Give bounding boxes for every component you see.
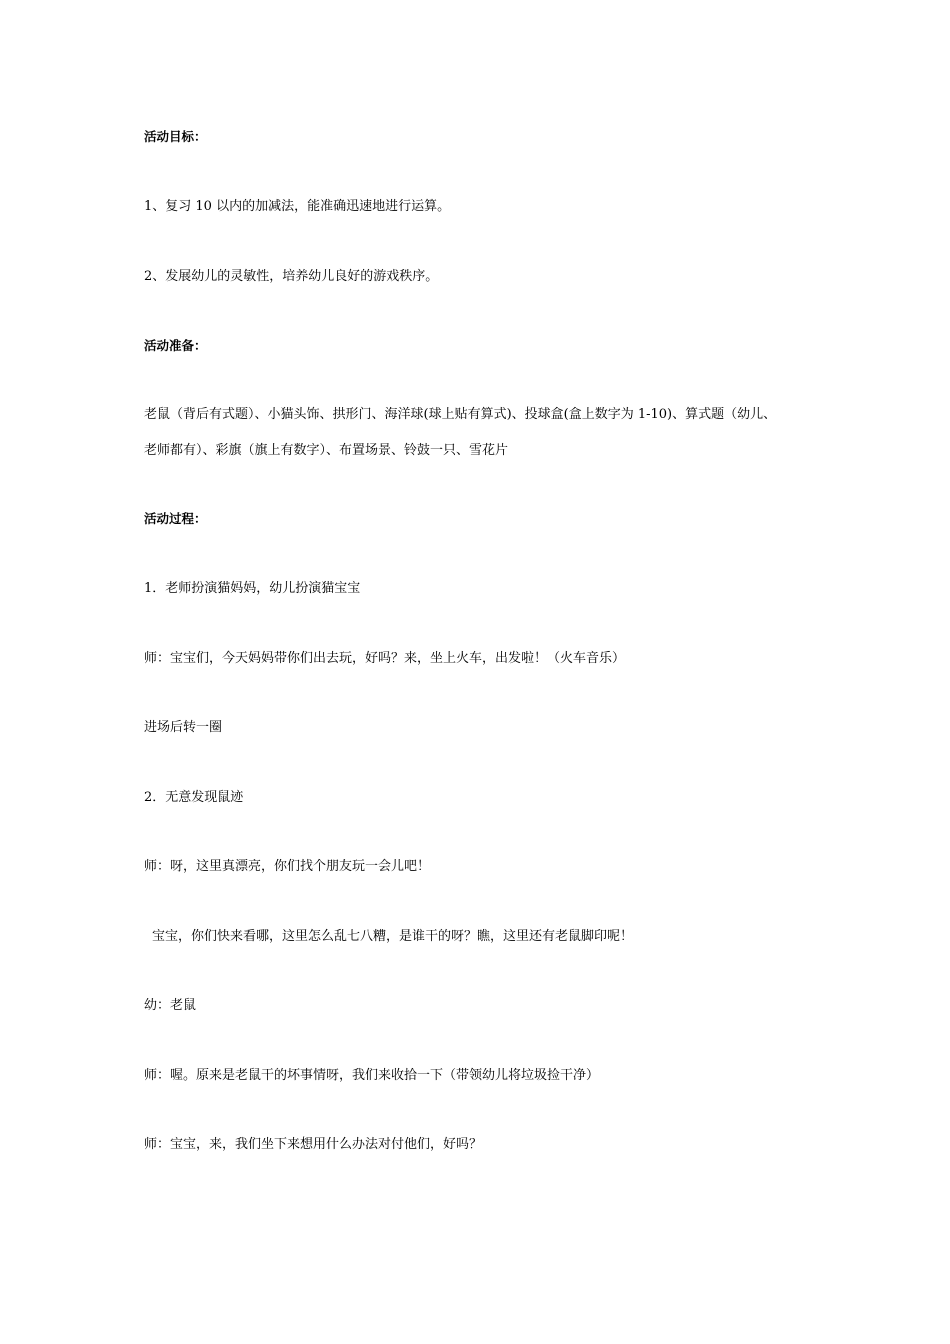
preparation-text-line-2: 老师都有）、彩旗（旗上有数字）、布置场景、铃鼓一只、雪花片 <box>144 443 509 458</box>
dialogue-line: 师：呀，这里真漂亮，你们找个朋友玩一会儿吧！ <box>144 859 431 874</box>
process-step-2: 2．无意发现鼠迹 <box>144 790 244 805</box>
process-heading: 活动过程： <box>144 511 207 526</box>
process-step-1: 1．老师扮演猫妈妈，幼儿扮演猫宝宝 <box>144 581 361 596</box>
preparation-text-line-1: 老鼠（背后有式题）、小猫头饰、拱形门、海洋球(球上贴有算式)、投球盒(盒上数字为 1-10)、算式题（幼儿、 <box>144 407 777 422</box>
goals-heading: 活动目标： <box>144 129 207 144</box>
goal-item-1: 1、复习 10 以内的加减法，能准确迅速地进行运算。 <box>144 199 451 214</box>
dialogue-line: 宝宝，你们快来看哪，这里怎么乱七八糟，是谁干的呀？瞧，这里还有老鼠脚印呢！ <box>152 929 634 944</box>
dialogue-line: 幼：老鼠 <box>144 998 197 1013</box>
dialogue-line: 师：宝宝，来，我们坐下来想用什么办法对付他们，好吗？ <box>144 1137 483 1152</box>
preparation-heading: 活动准备： <box>144 338 207 353</box>
dialogue-line: 进场后转一圈 <box>144 720 223 735</box>
goal-item-2: 2、发展幼儿的灵敏性，培养幼儿良好的游戏秩序。 <box>144 269 439 284</box>
dialogue-line: 师：喔。原来是老鼠干的坏事情呀，我们来收拾一下（带领幼儿将垃圾捡干净） <box>144 1068 600 1083</box>
dialogue-line: 师：宝宝们，今天妈妈带你们出去玩，好吗？来，坐上火车，出发啦！（火车音乐） <box>144 651 626 666</box>
